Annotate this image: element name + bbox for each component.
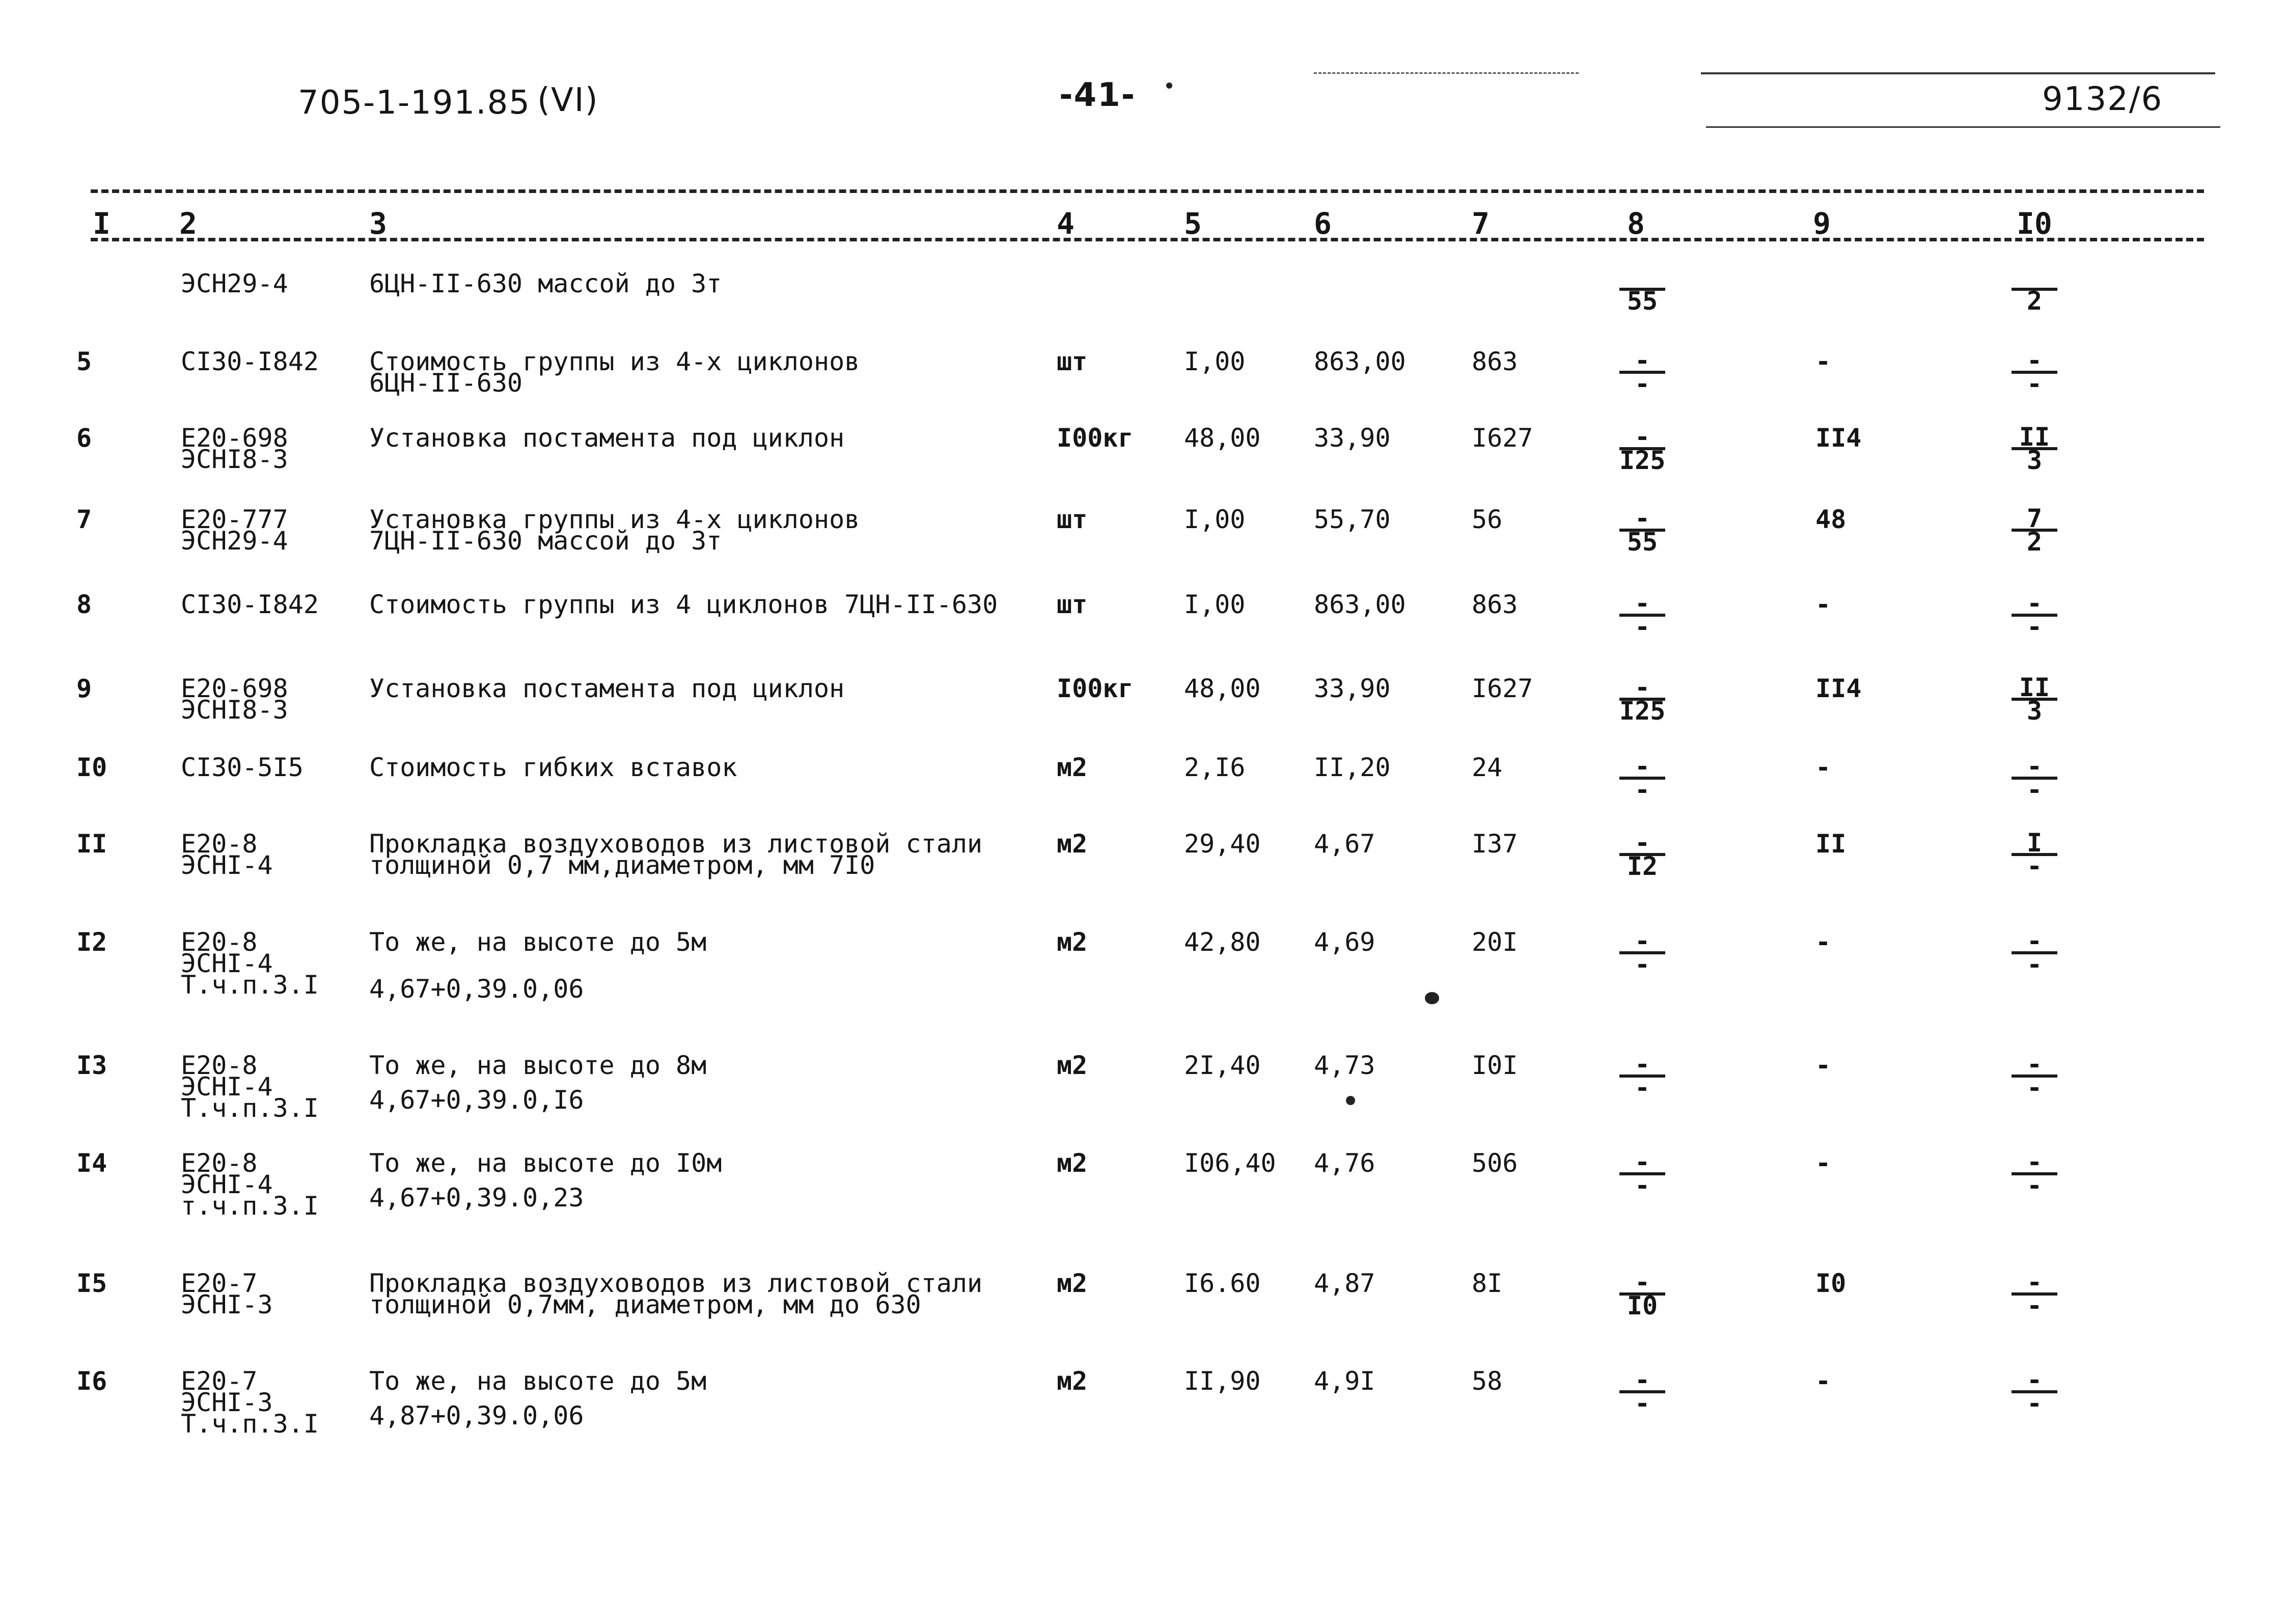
- col8-fraction-numerator: -: [1634, 752, 1650, 781]
- work-description: Стоимость группы из 4-х циклонов: [369, 347, 860, 376]
- column-header: 6: [1314, 206, 1332, 241]
- total-cost-cell: 58: [1472, 1366, 1503, 1396]
- document-code: 705-1-191.85: [298, 84, 531, 122]
- col9-cell: -: [1815, 753, 1831, 782]
- col9-cell: I0: [1815, 1269, 1847, 1298]
- col8-fraction-numerator: -: [1634, 1050, 1650, 1079]
- col10-fraction-denominator: -: [2012, 1292, 2057, 1316]
- work-description: Установка группы из 4-х циклонов: [369, 505, 860, 534]
- unit-cell: м2: [1057, 753, 1088, 782]
- unit-cell: I00кг: [1057, 674, 1134, 703]
- unit-price-cell: 4,87: [1314, 1269, 1375, 1298]
- col10-fraction: [2012, 1050, 2057, 1103]
- norm-code: СI30-I842: [181, 590, 319, 619]
- header-line-right-bottom: [1706, 126, 2220, 128]
- row-number: I2: [76, 927, 107, 957]
- col8-fraction: [1619, 673, 1666, 726]
- work-description: 7ЦН-II-630 массой до 3т: [369, 526, 722, 556]
- norm-code: Е20-7: [181, 1366, 258, 1396]
- col8-fraction: [1619, 1050, 1665, 1103]
- col10-fraction-numerator: [2012, 267, 2057, 288]
- total-cost-cell: 863: [1472, 347, 1518, 376]
- table-top-rule: [91, 189, 2204, 193]
- col10-fraction: [2012, 828, 2057, 881]
- column-header: 9: [1813, 206, 1831, 241]
- col10-fraction: [2012, 346, 2057, 399]
- col10-fraction: [2012, 1365, 2057, 1418]
- work-description: 6ЦН-II-630: [369, 368, 523, 398]
- col10-fraction: [2012, 1268, 2057, 1320]
- norm-code: ЭСНI-3: [181, 1388, 273, 1417]
- quantity-cell: I,00: [1184, 347, 1246, 376]
- unit-cell: м2: [1057, 1051, 1088, 1080]
- norm-code: Е20-698: [181, 423, 288, 453]
- column-header: 4: [1057, 206, 1075, 241]
- norm-code: Е20-8: [181, 927, 258, 957]
- col8-fraction: [1619, 1365, 1665, 1418]
- col9-cell: -: [1815, 347, 1831, 376]
- quantity-cell: 48,00: [1184, 423, 1261, 453]
- col8-fraction: [1619, 422, 1666, 475]
- norm-code: т.ч.п.3.I: [181, 1191, 319, 1221]
- col8-fraction-numerator: -: [1634, 1268, 1650, 1297]
- col8-fraction: [1619, 828, 1665, 881]
- col8-fraction-denominator: 55: [1619, 288, 1665, 311]
- header-line-mid: [1314, 72, 1579, 74]
- total-cost-cell: 20I: [1472, 927, 1518, 957]
- work-description: Установка постамента под циклон: [369, 423, 845, 453]
- work-description: 4,67+0,39.0,I6: [369, 1085, 584, 1115]
- unit-cell: шт: [1057, 347, 1088, 376]
- unit-price-cell: 55,70: [1314, 505, 1391, 534]
- unit-price-cell: 4,67: [1314, 829, 1375, 859]
- col9-cell: II4: [1815, 423, 1862, 453]
- quantity-cell: I,00: [1184, 505, 1246, 534]
- quantity-cell: I06,40: [1184, 1148, 1276, 1178]
- column-header: I0: [2017, 206, 2052, 241]
- row-number: I4: [76, 1148, 107, 1178]
- col10-fraction-denominator: -: [2012, 614, 2057, 637]
- col8-fraction-numerator: -: [1634, 346, 1650, 375]
- col10-fraction-numerator: I: [2026, 828, 2043, 858]
- col10-fraction-numerator: -: [2026, 926, 2043, 956]
- col10-fraction: [2012, 673, 2057, 726]
- col8-fraction-denominator: I0: [1619, 1292, 1665, 1316]
- quantity-cell: 2,I6: [1184, 753, 1246, 782]
- norm-code: СI30-5I5: [181, 753, 304, 782]
- row-number: I6: [76, 1366, 107, 1396]
- unit-price-cell: II,20: [1314, 753, 1391, 782]
- col10-fraction: [2012, 589, 2057, 642]
- col8-fraction-denominator: -: [1619, 1075, 1665, 1098]
- work-description: Стоимость группы из 4 циклонов 7ЦН-II-630: [369, 590, 998, 619]
- total-cost-cell: I627: [1472, 674, 1533, 703]
- col9-cell: II: [1815, 829, 1847, 859]
- unit-price-cell: 4,69: [1314, 927, 1375, 957]
- row-number: I5: [76, 1269, 107, 1298]
- row-number: I3: [76, 1051, 107, 1080]
- col8-fraction-numerator: -: [1634, 926, 1650, 956]
- total-cost-cell: 56: [1472, 505, 1503, 534]
- col8-fraction: [1619, 589, 1665, 642]
- col9-cell: 48: [1815, 505, 1847, 534]
- col10-fraction-denominator: 2: [2012, 529, 2057, 552]
- work-description: То же, на высоте до 8м: [369, 1051, 707, 1080]
- col10-fraction-denominator: -: [2012, 1390, 2057, 1414]
- row-number: 6: [76, 423, 92, 453]
- unit-price-cell: 4,73: [1314, 1051, 1375, 1080]
- total-cost-cell: 8I: [1472, 1269, 1503, 1298]
- col8-fraction-numerator: -: [1634, 422, 1650, 452]
- col8-fraction-denominator: 55: [1619, 529, 1665, 552]
- col8-fraction-denominator: I2: [1619, 853, 1665, 876]
- col8-fraction: [1619, 926, 1665, 979]
- col8-fraction-denominator: -: [1619, 1172, 1665, 1196]
- col10-fraction-numerator: -: [2026, 1365, 2043, 1395]
- quantity-cell: 42,80: [1184, 927, 1261, 957]
- row-number: 5: [76, 347, 92, 376]
- norm-code: Е20-8: [181, 1148, 258, 1178]
- norm-code: ЭСН29-4: [181, 526, 288, 556]
- work-description: То же, на высоте до 5м: [369, 927, 707, 957]
- col10-fraction-numerator: II: [2019, 422, 2050, 452]
- total-cost-cell: I0I: [1472, 1051, 1518, 1080]
- col10-fraction-denominator: -: [2012, 371, 2057, 394]
- work-description: То же, на высоте до 5м: [369, 1366, 707, 1396]
- norm-code: Т.ч.п.3.I: [181, 1093, 319, 1123]
- col8-fraction: [1619, 346, 1665, 399]
- row-number: 7: [76, 505, 92, 534]
- header-bottom-rule: [91, 238, 2204, 241]
- unit-price-cell: 4,9I: [1314, 1366, 1375, 1396]
- norm-code: Е20-698: [181, 674, 288, 703]
- col10-fraction-numerator: II: [2019, 673, 2050, 702]
- total-cost-cell: I627: [1472, 423, 1533, 453]
- norm-code: Е20-8: [181, 1051, 258, 1080]
- col10-fraction: [2012, 752, 2057, 805]
- col8-fraction-numerator: -: [1634, 589, 1650, 618]
- col8-fraction-numerator: -: [1634, 1147, 1650, 1177]
- norm-code: Е20-777: [181, 505, 288, 534]
- col9-cell: II4: [1815, 674, 1862, 703]
- norm-code: СI30-I842: [181, 347, 319, 376]
- norm-code: ЭСНI-4: [181, 949, 273, 978]
- col9-cell: -: [1815, 1051, 1831, 1080]
- norm-code: Т.ч.п.3.I: [181, 970, 319, 1000]
- unit-price-cell: 33,90: [1314, 674, 1391, 703]
- column-header: 5: [1184, 206, 1202, 241]
- quantity-cell: I,00: [1184, 590, 1246, 619]
- column-header: 2: [179, 206, 197, 241]
- work-description: Прокладка воздуховодов из листовой стали: [369, 1269, 983, 1298]
- col10-fraction-denominator: 2: [2012, 288, 2057, 311]
- work-description: 4,87+0,39.0,06: [369, 1401, 584, 1430]
- total-cost-cell: 863: [1472, 590, 1518, 619]
- unit-price-cell: 4,76: [1314, 1148, 1375, 1178]
- norm-code: ЭСНI-3: [181, 1290, 273, 1319]
- work-description: Прокладка воздуховодов из листовой стали: [369, 829, 983, 859]
- col8-fraction-denominator: I25: [1619, 446, 1666, 475]
- col9-cell: -: [1815, 590, 1831, 619]
- unit-cell: I00кг: [1057, 423, 1134, 453]
- document-variant: (VI): [537, 81, 599, 119]
- col9-cell: -: [1815, 1366, 1831, 1396]
- col9-cell: -: [1815, 1148, 1831, 1178]
- scan-speck: [1425, 992, 1439, 1004]
- unit-cell: м2: [1057, 1366, 1088, 1396]
- col8-fraction: [1619, 1147, 1665, 1200]
- row-number: II: [76, 829, 107, 859]
- col8-fraction: [1619, 267, 1665, 316]
- norm-code: Е20-8: [181, 829, 258, 859]
- col10-fraction-numerator: -: [2026, 1268, 2043, 1297]
- col10-fraction: [2012, 504, 2057, 557]
- quantity-cell: II,90: [1184, 1366, 1261, 1396]
- quantity-cell: 2I,40: [1184, 1051, 1261, 1080]
- col8-fraction-denominator: -: [1619, 951, 1665, 975]
- col10-fraction: [2012, 422, 2057, 475]
- norm-code: ЭСНI-4: [181, 1170, 273, 1199]
- col10-fraction-denominator: -: [2012, 777, 2057, 800]
- unit-cell: м2: [1057, 927, 1088, 957]
- col9-cell: -: [1815, 927, 1831, 957]
- norm-code: ЭСНI-4: [181, 850, 273, 880]
- norm-code: ЭСН29-4: [181, 269, 288, 298]
- col10-fraction-numerator: -: [2026, 589, 2043, 618]
- unit-price-cell: 33,90: [1314, 423, 1391, 453]
- col10-fraction-denominator: -: [2012, 1172, 2057, 1196]
- col8-fraction-numerator: -: [1634, 673, 1650, 702]
- unit-price-cell: 863,00: [1314, 347, 1406, 376]
- unit-price-cell: 863,00: [1314, 590, 1406, 619]
- work-description: Установка постамента под циклон: [369, 674, 845, 703]
- quantity-cell: 48,00: [1184, 674, 1261, 703]
- col10-fraction-numerator: -: [2026, 346, 2043, 375]
- norm-code: ЭСНI8-3: [181, 445, 288, 474]
- quantity-cell: I6.60: [1184, 1269, 1261, 1298]
- work-description: 6ЦН-II-630 массой до 3т: [369, 269, 722, 298]
- scan-speck: [1346, 1096, 1355, 1105]
- unit-cell: м2: [1057, 1148, 1088, 1178]
- col8-fraction-denominator: I25: [1619, 696, 1666, 726]
- norm-code: Т.ч.п.3.I: [181, 1409, 319, 1439]
- col10-fraction: [2012, 1147, 2057, 1200]
- row-number: 9: [76, 674, 92, 703]
- col8-fraction-numerator: [1619, 267, 1665, 288]
- unit-cell: м2: [1057, 1269, 1088, 1298]
- col8-fraction-denominator: -: [1619, 371, 1665, 394]
- work-description: толщиной 0,7 мм,диаметром, мм 7I0: [369, 850, 875, 880]
- col8-fraction-numerator: -: [1634, 504, 1650, 533]
- col8-fraction-numerator: -: [1634, 828, 1650, 858]
- col8-fraction: [1619, 752, 1665, 805]
- col10-fraction-denominator: -: [2012, 951, 2057, 975]
- column-header: I: [93, 206, 111, 241]
- unit-cell: шт: [1057, 590, 1088, 619]
- col10-fraction-denominator: 3: [2012, 447, 2057, 471]
- norm-code: ЭСНI-4: [181, 1072, 273, 1102]
- quantity-cell: 29,40: [1184, 829, 1261, 859]
- work-description: То же, на высоте до I0м: [369, 1148, 722, 1178]
- col10-fraction: [2012, 267, 2057, 316]
- work-description: 4,67+0,39.0,06: [369, 974, 584, 1004]
- column-header: 7: [1472, 206, 1490, 241]
- unit-cell: м2: [1057, 829, 1088, 859]
- col8-fraction-denominator: -: [1619, 614, 1665, 637]
- col10-fraction-denominator: 3: [2012, 698, 2057, 721]
- col10-fraction-numerator: -: [2026, 1050, 2043, 1079]
- col10-fraction-numerator: 7: [2026, 504, 2043, 533]
- row-number: 8: [76, 590, 92, 619]
- total-cost-cell: I37: [1472, 829, 1518, 859]
- col10-fraction-numerator: -: [2026, 752, 2043, 781]
- col10-fraction-denominator: -: [2012, 853, 2057, 876]
- col8-fraction-numerator: -: [1634, 1365, 1650, 1395]
- work-description: 4,67+0,39.0,23: [369, 1183, 584, 1213]
- header-line-right-top: [1701, 72, 2215, 74]
- album-number: 9132/6: [2042, 80, 2163, 118]
- col10-fraction-numerator: -: [2026, 1147, 2043, 1177]
- row-number: I0: [76, 753, 107, 782]
- col10-fraction: [2012, 926, 2057, 979]
- col8-fraction: [1619, 1268, 1665, 1320]
- norm-code: Е20-7: [181, 1269, 258, 1298]
- page-number: -41-: [1059, 76, 1136, 114]
- column-header: 8: [1627, 206, 1645, 241]
- work-description: Стоимость гибких вставок: [369, 753, 737, 782]
- col8-fraction-denominator: -: [1619, 1390, 1665, 1414]
- col8-fraction-denominator: -: [1619, 777, 1665, 800]
- norm-code: ЭСНI8-3: [181, 695, 288, 725]
- col8-fraction: [1619, 504, 1665, 557]
- unit-cell: шт: [1057, 505, 1088, 534]
- column-header: 3: [369, 206, 387, 241]
- total-cost-cell: 506: [1472, 1148, 1518, 1178]
- col10-fraction-denominator: -: [2012, 1075, 2057, 1098]
- work-description: толщиной 0,7мм, диаметром, мм до 630: [369, 1290, 921, 1319]
- total-cost-cell: 24: [1472, 753, 1503, 782]
- scan-speck: [1166, 82, 1172, 89]
